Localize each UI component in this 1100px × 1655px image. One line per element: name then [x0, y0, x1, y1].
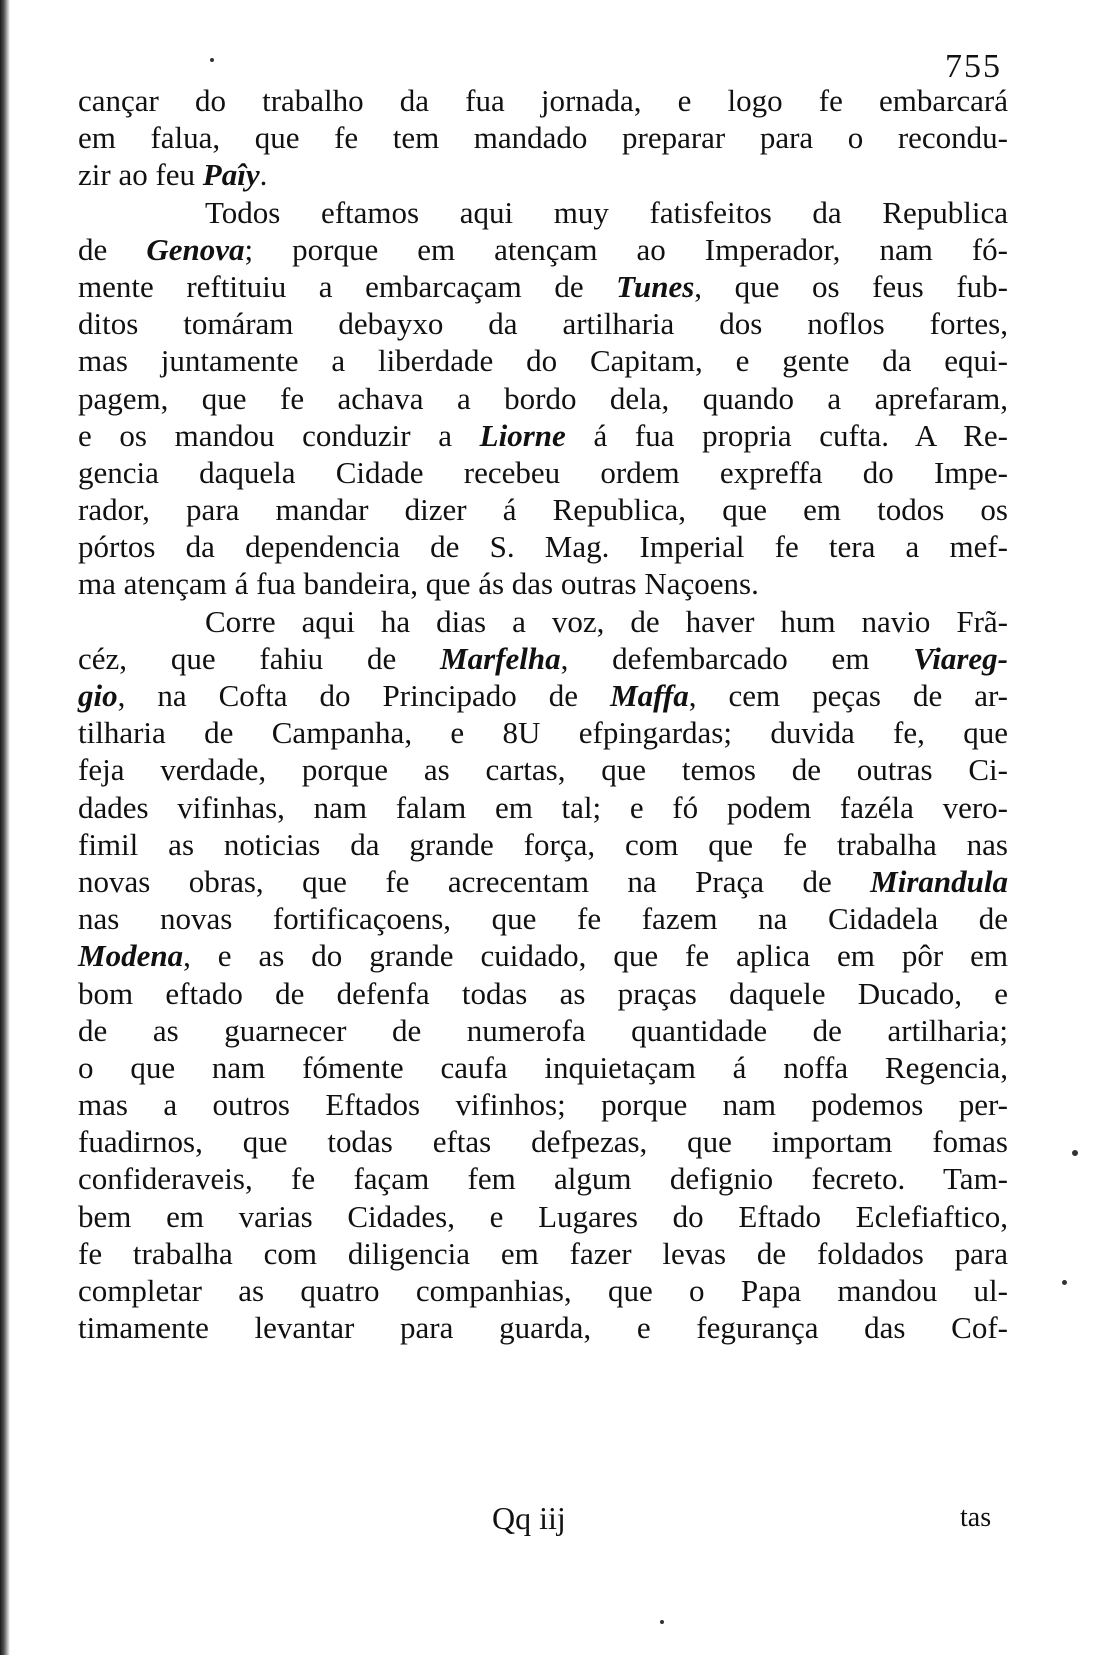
text-line: pagem, que fe achava a bordo dela, quando a aprefaram, — [78, 380, 1008, 416]
text-line: e os mandou conduzir a Liorne á fua propria cufta. A Re- — [78, 417, 1008, 453]
text-line: cançar do trabalho da fua jornada, e logo fe embarcará — [78, 83, 1008, 118]
text-line: confideraveis, fe façam fem algum defignio fecreto. Tam- — [78, 1161, 1008, 1197]
text-line: timamente levantar para guarda, e fegurança das Cof- — [78, 1310, 1008, 1346]
text-line: o que nam fómente caufa inquietaçam á noffa Regencia, — [78, 1049, 1008, 1085]
text-line: mas juntamente a liberdade do Capitam, e gente da equi- — [78, 343, 1008, 379]
text-line: Todos eftamos aqui muy fatisfeitos da Republica — [205, 194, 1008, 230]
text-line: mas a outros Eftados vifinhos; porque nam podemos per- — [78, 1087, 1008, 1123]
text-line: pórtos da dependencia de S. Mag. Imperial fe tera a mef- — [78, 529, 1008, 565]
text-line: ditos tomáram debayxo da artilharia dos noflos fortes, — [78, 306, 1008, 342]
page-edge-shadow — [0, 0, 10, 1655]
text-line: de as guarnecer de numerofa quantidade de artilharia; — [78, 1012, 1008, 1048]
text-line: completar as quatro companhias, que o Papa mandou ul- — [78, 1273, 1008, 1308]
text-line: zir ao feu Paîy. — [78, 157, 268, 193]
text-line: bem em varias Cidades, e Lugares do Eftado Eclefiaftico, — [78, 1198, 1008, 1234]
text-line: novas obras, que fe acrecentam na Praça de Mirandula — [78, 863, 1008, 899]
scan-speck — [1062, 1280, 1067, 1285]
text-line: fe trabalha com diligencia em fazer levas de foldados para — [78, 1235, 1008, 1271]
text-line: de Genova; porque em atençam ao Imperador, nam fó- — [78, 231, 1009, 267]
scan-speck — [1072, 1150, 1078, 1156]
page-number: 755 — [945, 48, 1002, 85]
text-line: nas novas fortificaçoens, que fe fazem na Cidadela de — [78, 901, 1008, 937]
text-line: rador, para mandar dizer á Republica, que em todos os — [78, 492, 1008, 528]
text-line: bom eftado de defenfa todas as praças daquele Ducado, e — [78, 975, 1008, 1011]
text-line: gio, na Cofta do Principado de Maffa, cem peças de ar- — [78, 678, 1008, 713]
text-line: Corre aqui ha dias a voz, de haver hum navio Frã- — [205, 603, 1008, 639]
text-line: em falua, que fe tem mandado preparar para o recondu- — [78, 120, 1008, 156]
text-line: tilharia de Campanha, e 8U efpingardas; duvida fe, que — [78, 715, 1008, 751]
text-line: fimil as noticias da grande força, com que fe trabalha nas — [78, 826, 1008, 862]
text-line: fuadirnos, que todas eftas defpezas, que importam fomas — [78, 1124, 1008, 1160]
text-line: ma atençam á fua bandeira, que ás das outras Naçoens. — [78, 566, 759, 602]
text-line: feja verdade, porque as cartas, que temos de outras Ci- — [78, 752, 1008, 788]
text-line: céz, que fahiu de Marfelha, defembarcado em Viareg- — [78, 640, 1008, 676]
body-text — [78, 82, 1008, 1346]
text-line: mente reftituiu a embarcaçam de Tunes, que os feus fub- — [78, 268, 1008, 304]
text-line: dades vifinhas, nam falam em tal; e fó podem fazéla vero- — [78, 789, 1008, 825]
scan-speck — [210, 58, 214, 62]
text-line: Modena, e as do grande cuidado, que fe aplica em pôr em — [78, 938, 1008, 974]
signature-mark: Qq iij — [492, 1500, 566, 1536]
scan-speck — [660, 1620, 664, 1624]
text-line: gencia daquela Cidade recebeu ordem expreffa do Impe- — [78, 454, 1008, 490]
catchword: tas — [960, 1502, 992, 1533]
